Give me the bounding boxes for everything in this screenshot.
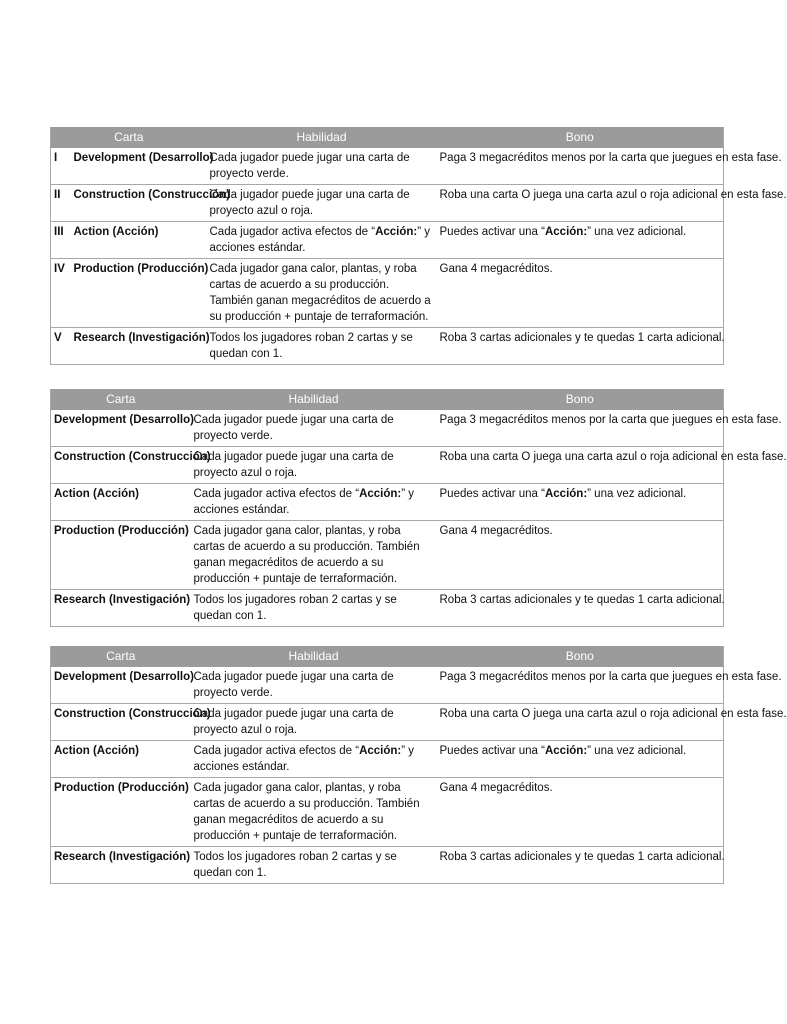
card-ability xyxy=(191,484,437,521)
table-row xyxy=(51,259,724,328)
table-row xyxy=(51,222,724,259)
card-name: Research (Investigación) xyxy=(51,590,191,627)
header-habilidad: Habilidad xyxy=(191,389,437,410)
card-bonus: Gana 4 megacréditos. xyxy=(437,778,724,847)
table-row xyxy=(51,447,724,484)
header-carta: Carta xyxy=(51,389,191,410)
bonus-keyword: Acción: xyxy=(544,226,588,238)
card-ability: Cada jugador puede jugar una carta de proyecto verde. xyxy=(191,667,437,704)
table-row xyxy=(51,847,724,884)
card-name: Construction (Construcción) xyxy=(51,704,191,741)
header-bono: Bono xyxy=(437,127,724,148)
card-ability: Cada jugador puede jugar una carta de proyecto azul o roja. xyxy=(191,447,437,484)
card-name: Development (Desarrollo) xyxy=(51,667,191,704)
card-name: Construction (Construcción) xyxy=(71,185,207,222)
card-ability: Todos los jugadores roban 2 cartas y se quedan con 1. xyxy=(207,328,437,365)
card-name: Production (Producción) xyxy=(71,259,207,328)
ability-keyword: Acción: xyxy=(375,226,418,238)
ability-text: Cada jugador activa efectos de “ xyxy=(193,488,360,500)
card-name: Research (Investigación) xyxy=(51,847,191,884)
card-name: Research (Investigación) xyxy=(71,328,207,365)
ability-text: Cada jugador activa efectos de “ xyxy=(193,745,360,757)
card-bonus: Roba 3 cartas adicionales y te quedas 1 carta adicional. xyxy=(437,847,724,884)
card-name: Development (Desarrollo) xyxy=(51,410,191,447)
card-name: Action (Acción) xyxy=(51,484,191,521)
card-bonus: Roba una carta O juega una carta azul o roja adicional en esta fase. xyxy=(437,704,724,741)
card-ability xyxy=(207,222,437,259)
card-ability: Cada jugador puede jugar una carta de proyecto verde. xyxy=(191,410,437,447)
card-name: Production (Producción) xyxy=(51,521,191,590)
table-row xyxy=(51,590,724,627)
row-number: IV xyxy=(51,259,71,328)
card-name: Construction (Construcción) xyxy=(51,447,191,484)
table-row xyxy=(51,185,724,222)
card-ability xyxy=(191,741,437,778)
table-header-row xyxy=(51,389,724,410)
header-bono: Bono xyxy=(437,389,724,410)
card-bonus: Roba una carta O juega una carta azul o roja adicional en esta fase. xyxy=(437,447,724,484)
card-name: Production (Producción) xyxy=(51,778,191,847)
row-number: III xyxy=(51,222,71,259)
card-bonus xyxy=(437,741,724,778)
table-row xyxy=(51,521,724,590)
row-number: V xyxy=(51,328,71,365)
table-row xyxy=(51,328,724,365)
row-number: I xyxy=(51,148,71,185)
card-ability: Todos los jugadores roban 2 cartas y se quedan con 1. xyxy=(191,847,437,884)
card-table-numbered xyxy=(50,127,787,365)
card-bonus xyxy=(437,484,724,521)
header-habilidad: Habilidad xyxy=(191,646,437,667)
header-habilidad: Habilidad xyxy=(207,127,437,148)
table-row xyxy=(51,704,724,741)
card-ability: Cada jugador puede jugar una carta de proyecto verde. xyxy=(207,148,437,185)
ability-keyword: Acción: xyxy=(359,488,402,500)
card-ability: Cada jugador puede jugar una carta de proyecto azul o roja. xyxy=(191,704,437,741)
bonus-text: ” una vez adicional. xyxy=(587,745,687,757)
card-bonus: Paga 3 megacréditos menos por la carta que juegues en esta fase. xyxy=(437,667,724,704)
card-name: Action (Acción) xyxy=(51,741,191,778)
card-name: Action (Acción) xyxy=(71,222,207,259)
card-bonus: Roba 3 cartas adicionales y te quedas 1 carta adicional. xyxy=(437,590,724,627)
bonus-text: Puedes activar una “ xyxy=(439,226,545,238)
ability-text: ” y acciones estándar. xyxy=(193,745,415,773)
table-row xyxy=(51,741,724,778)
ability-text: ” y acciones estándar. xyxy=(209,226,431,254)
bonus-text: Puedes activar una “ xyxy=(439,488,545,500)
bonus-text: Puedes activar una “ xyxy=(439,745,545,757)
bonus-text: ” una vez adicional. xyxy=(587,488,687,500)
header-carta: Carta xyxy=(51,646,191,667)
card-ability: Cada jugador gana calor, plantas, y roba cartas de acuerdo a su producción. También ganan megacréditos de acuerdo a su producción + puntaje de terraformación. xyxy=(207,259,437,328)
card-bonus: Gana 4 megacréditos. xyxy=(437,521,724,590)
card-bonus xyxy=(437,222,724,259)
card-name: Development (Desarrollo) xyxy=(71,148,207,185)
header-carta: Carta xyxy=(51,127,207,148)
row-number: II xyxy=(51,185,71,222)
table-row xyxy=(51,484,724,521)
card-ability: Cada jugador gana calor, plantas, y roba cartas de acuerdo a su producción. También ganan megacréditos de acuerdo a su producción + puntaje de terraformación. xyxy=(191,778,437,847)
card-table xyxy=(50,389,787,627)
card-table xyxy=(50,646,787,884)
card-ability: Cada jugador puede jugar una carta de proyecto azul o roja. xyxy=(207,185,437,222)
card-bonus: Roba una carta O juega una carta azul o roja adicional en esta fase. xyxy=(437,185,724,222)
bonus-text: ” una vez adicional. xyxy=(587,226,687,238)
table-row xyxy=(51,410,724,447)
card-bonus: Roba 3 cartas adicionales y te quedas 1 carta adicional. xyxy=(437,328,724,365)
ability-text: Cada jugador activa efectos de “ xyxy=(209,226,376,238)
card-bonus: Paga 3 megacréditos menos por la carta que juegues en esta fase. xyxy=(437,410,724,447)
bonus-keyword: Acción: xyxy=(544,745,588,757)
card-bonus: Paga 3 megacréditos menos por la carta que juegues en esta fase. xyxy=(437,148,724,185)
card-ability: Cada jugador gana calor, plantas, y roba cartas de acuerdo a su producción. También ganan megacréditos de acuerdo a su producción + puntaje de terraformación. xyxy=(191,521,437,590)
table-header-row xyxy=(51,127,724,148)
header-bono: Bono xyxy=(437,646,724,667)
ability-keyword: Acción: xyxy=(359,745,402,757)
table-row xyxy=(51,778,724,847)
card-ability: Todos los jugadores roban 2 cartas y se quedan con 1. xyxy=(191,590,437,627)
ability-text: ” y acciones estándar. xyxy=(193,488,415,516)
table-row xyxy=(51,667,724,704)
card-bonus: Gana 4 megacréditos. xyxy=(437,259,724,328)
bonus-keyword: Acción: xyxy=(544,488,588,500)
table-row xyxy=(51,148,724,185)
table-header-row xyxy=(51,646,724,667)
